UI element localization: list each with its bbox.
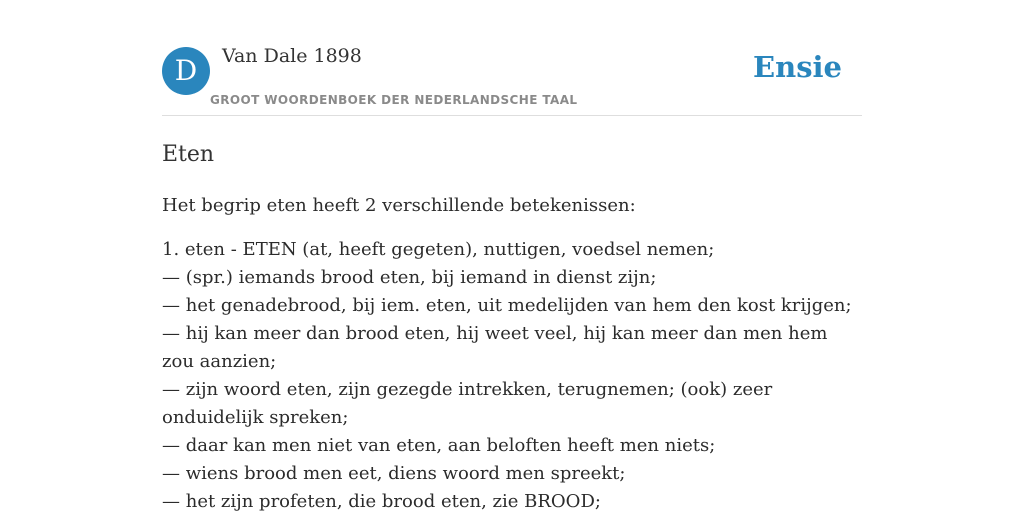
definition-line: — (spr.) iemands brood eten, bij iemand in dienst zijn; — [162, 267, 657, 288]
source-subtitle: GROOT WOORDENBOEK DER NEDERLANDSCHE TAAL — [210, 93, 578, 107]
source-header — [162, 0, 862, 116]
definition-list — [162, 236, 862, 512]
entry-title: Eten — [162, 142, 215, 167]
definition-line: — hij kan meer dan brood eten, hij weet veel, hij kan meer dan men hem zou aanzien; — [162, 323, 828, 372]
definition-line: — het genadebrood, bij iem. eten, uit medelijden van hem den kost krijgen; — [162, 295, 852, 316]
definition-line: — zijn woord eten, zijn gezegde intrekken, terugnemen; (ook) zeer onduidelijk spreken; — [162, 379, 773, 428]
source-title[interactable]: Van Dale 1898 — [222, 45, 362, 67]
definition-line: — het zijn profeten, die brood eten, zie BROOD; — [162, 491, 601, 512]
entry-intro: Het begrip eten heeft 2 verschillende betekenissen: — [162, 195, 636, 216]
definition-line: 1. eten - ETEN (at, heeft gegeten), nuttigen, voedsel nemen; — [162, 239, 715, 260]
definition-line: — daar kan men niet van eten, aan beloften heeft men niets; — [162, 435, 716, 456]
page-container — [162, 0, 862, 512]
definition-line: — wiens brood men eet, diens woord men spreekt; — [162, 463, 626, 484]
source-avatar[interactable]: D — [162, 47, 210, 95]
ensie-logo[interactable]: Ensie — [753, 50, 842, 84]
